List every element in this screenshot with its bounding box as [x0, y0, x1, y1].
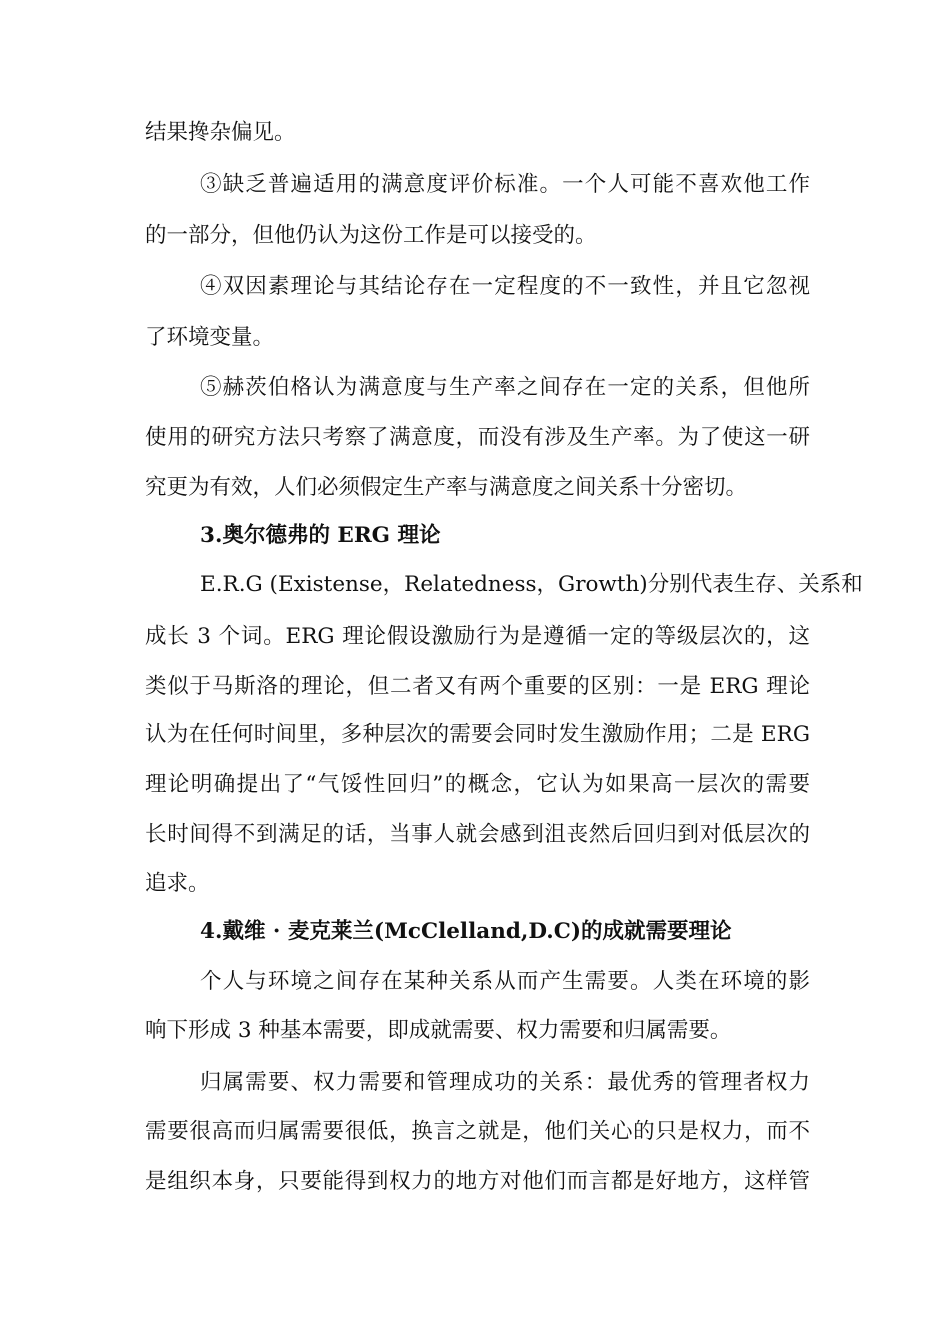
paragraph-line: 是组织本身，只要能得到权力的地方对他们而言都是好地方，这样管 — [145, 1169, 810, 1194]
paragraph-line: 理论明确提出了“气馁性回归”的概念，它认为如果高一层次的需要 — [145, 772, 810, 797]
paragraph-line: 追求。 — [145, 871, 210, 896]
paragraph-line: 认为在任何时间里，多种层次的需要会同时发生激励作用；二是 ERG — [145, 722, 810, 747]
paragraph-line: 究更为有效，人们必须假定生产率与满意度之间关系十分密切。 — [145, 475, 748, 500]
paragraph-line: ③缺乏普遍适用的满意度评价标准。一个人可能不喜欢他工作 — [200, 172, 810, 197]
paragraph-line: 了环境变量。 — [145, 325, 275, 350]
section-heading-erg: 3.奥尔德弗的 ERG 理论 — [200, 523, 441, 548]
paragraph-line: E.R.G (Existense，Relatedness，Growth)分别代表生存、关系和 — [200, 572, 863, 597]
paragraph-line: 使用的研究方法只考察了满意度，而没有涉及生产率。为了使这一研 — [145, 425, 810, 450]
section-heading-mcclelland: 4.戴维 · 麦克莱兰(McClelland,D.C)的成就需要理论 — [200, 919, 732, 944]
paragraph-line: 响下形成 3 种基本需要，即成就需要、权力需要和归属需要。 — [145, 1018, 732, 1043]
paragraph-line: 结果搀杂偏见。 — [145, 120, 296, 145]
paragraph-line: 个人与环境之间存在某种关系从而产生需要。人类在环境的影 — [200, 969, 810, 994]
paragraph-line: ④双因素理论与其结论存在一定程度的不一致性，并且它忽视 — [200, 274, 810, 299]
paragraph-line: 归属需要、权力需要和管理成功的关系：最优秀的管理者权力 — [200, 1070, 810, 1095]
paragraph-line: 长时间得不到满足的话，当事人就会感到沮丧然后回归到对低层次的 — [145, 822, 810, 847]
paragraph-line: 类似于马斯洛的理论，但二者又有两个重要的区别：一是 ERG 理论 — [145, 674, 810, 699]
paragraph-line: 的一部分，但他仍认为这份工作是可以接受的。 — [145, 223, 597, 248]
paragraph-line: 成长 3 个词。ERG 理论假设激励行为是遵循一定的等级层次的，这 — [145, 624, 810, 649]
paragraph-line: 需要很高而归属需要很低，换言之就是，他们关心的只是权力，而不 — [145, 1119, 810, 1144]
paragraph-line: ⑤赫茨伯格认为满意度与生产率之间存在一定的关系，但他所 — [200, 375, 810, 400]
